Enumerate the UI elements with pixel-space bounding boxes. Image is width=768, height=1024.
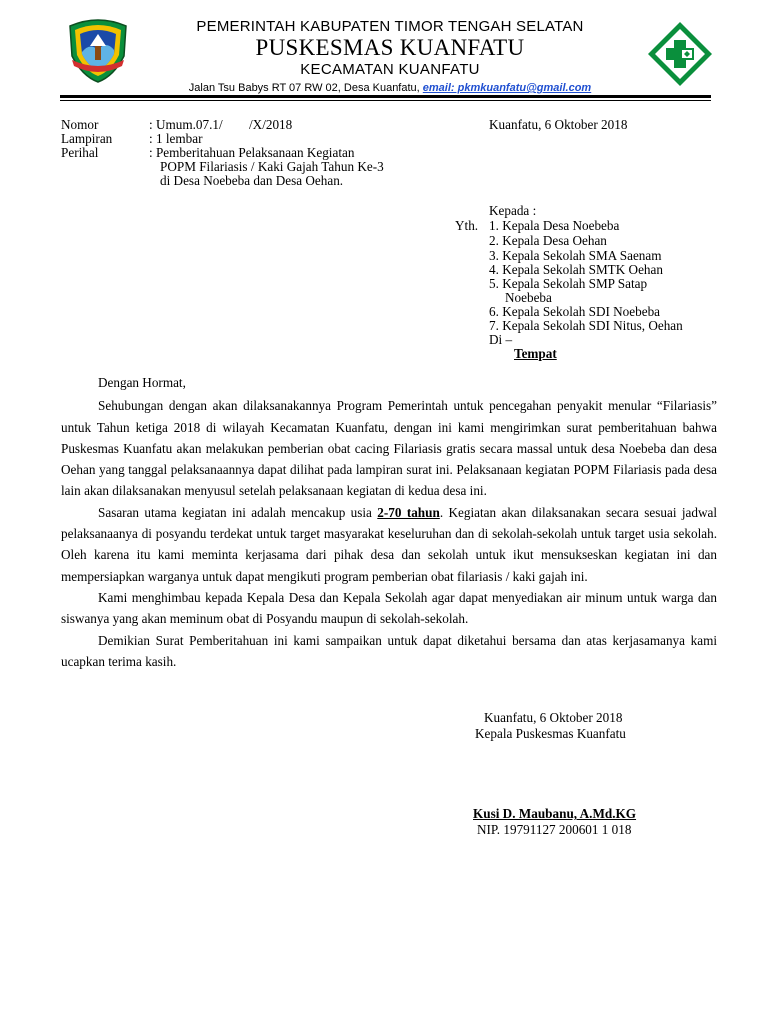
perihal-line-1: : Pemberitahuan Pelaksanaan Kegiatan [149,145,355,160]
paragraph-target [61,502,717,587]
letterhead-rule-thin [60,100,711,101]
yth-label: Yth. [455,218,479,233]
letterhead-district: KECAMATAN KUANFATU [300,61,480,78]
target-text-b: . Kegiatan akan dilaksanakan secara sesuai jadwal pelaksanaanya di posyandu terdekat untuk target masyarakat keseluruhan dan di sekolah-sekolah untuk target usia sekolah. Oleh karena itu kami meminta kerjasama dari pihak desa dan sekolah untuk ikut mensukseskan kegiatan ini dan mempersiapkan warganya untuk dapat mengikuti program pemberian obat filariasis / kaki gajah ini. [61,504,718,584]
letterhead-government: PEMERINTAH KABUPATEN TIMOR TENGAH SELATAN [196,18,584,35]
recipient-item: 6. Kepala Sekolah SDI Noebeba [489,304,661,319]
puskesmas-cross-emblem-icon [646,20,714,88]
di-label: Di – [489,332,513,347]
letterhead [140,16,640,94]
letterhead-address [140,82,640,94]
letterhead-rule-thick [60,95,711,98]
recipient-item: 1. Kepala Desa Noebeba [489,218,620,233]
signature-place-date: Kuanfatu, 6 Oktober 2018 [484,710,623,725]
recipient-item: 7. Kepala Sekolah SDI Nitus, Oehan [489,318,683,333]
paragraph-closing: Demikian Surat Pemberitahuan ini kami sampaikan untuk dapat diketahui bersama dan atas kerjasamanya kami ucapkan terima kasih. [61,632,717,669]
letter-date: Kuanfatu, 6 Oktober 2018 [489,117,628,132]
target-text-a: Sasaran utama kegiatan ini adalah mencakup usia [98,504,378,520]
nomor-value: : Umum.07.1/ /X/2018 [149,117,293,132]
recipient-item: 4. Kepala Sekolah SMTK Oehan [489,262,663,277]
email-link[interactable]: email: pkmkuanfatu@gmail.com [422,82,592,94]
signatory-nip: NIP. 19791127 200601 1 018 [477,822,632,837]
recipient-item: 3. Kepala Sekolah SMA Saenam [489,248,662,263]
perihal-line-2: POPM Filariasis / Kaki Gajah Tahun Ke-3 [160,159,384,174]
address-text: Jalan Tsu Babys RT 07 RW 02, Desa Kuanfatu, [188,82,423,94]
tempat-label: Tempat [514,346,557,361]
target-age-range: 2-70 tahun [377,504,440,520]
paragraph-appeal: Kami menghimbau kepada Kepala Desa dan Kepala Sekolah agar dapat menyediakan air minum untuk warga dan siswanya yang akan meminum obat di Posyandu maupun di sekolah-sekolah. [61,589,717,627]
recipient-item-continued: Noebeba [505,290,552,305]
nomor-label: Nomor [61,117,99,132]
regency-shield-emblem-icon [64,16,132,84]
recipient-item: 5. Kepala Sekolah SMP Satap [489,276,648,291]
signature-position: Kepala Puskesmas Kuanfatu [475,726,626,741]
perihal-line-3: di Desa Noebeba dan Desa Oehan. [160,173,344,188]
lampiran-value: : 1 lembar [149,131,203,146]
letterhead-institution: PUSKESMAS KUANFATU [255,35,525,60]
perihal-label: Perihal [61,145,99,160]
lampiran-label: Lampiran [61,131,113,146]
signatory-name: Kusi D. Maubanu, A.Md.KG [473,806,637,821]
recipient-item: 2. Kepala Desa Oehan [489,233,607,248]
greeting: Dengan Hormat, [98,375,186,390]
paragraph-announcement: Sehubungan dengan akan dilaksanakannya Program Pemerintah untuk pencegahan penyakit menular “Filariasis” untuk Tahun ketiga 2018 di wilayah Kecamatan Kuanfatu, dengan ini kami mengirimkan surat pemberitahuan bahwa Puskesmas Kuanfatu akan melakukan pemberian obat cacing Filariasis gratis secara massal untuk desa Noebeba dan desa Oehan yang tanggal pelaksanaannya dapat dilihat pada lampiran surat ini. Pelaksanaan kegiatan POPM Filariasis pada desa lain akan dilaksanakan menyusul setelah pelaksanaan kegiatan di kedua desa ini. [61,398,717,499]
letter-body [61,372,717,672]
kepada-label: Kepada : [489,203,537,218]
